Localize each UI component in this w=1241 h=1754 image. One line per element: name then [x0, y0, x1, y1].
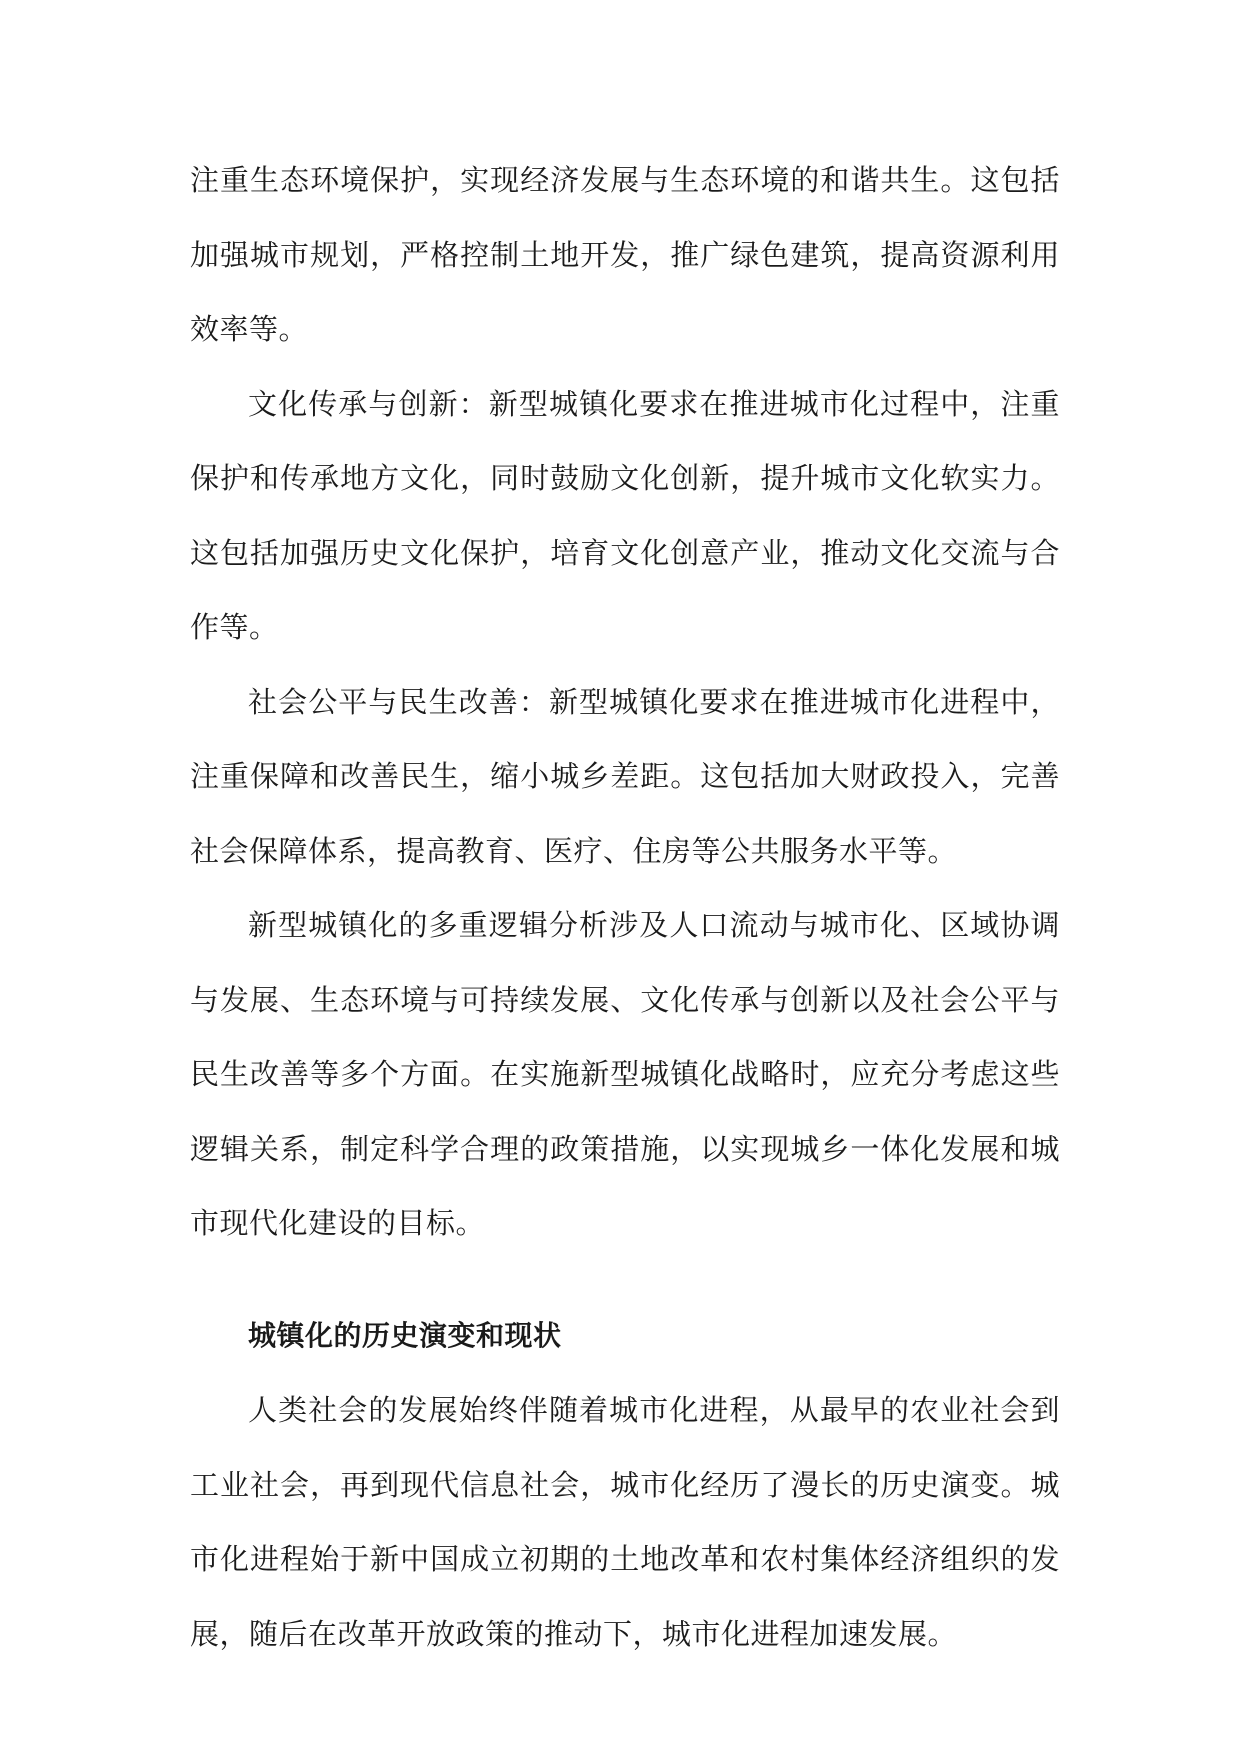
- document-body: [190, 143, 1060, 1671]
- section-heading: 城镇化的历史演变和现状: [248, 1318, 562, 1352]
- paragraph-summary: 新型城镇化的多重逻辑分析涉及人口流动与城市化、区域协调与发展、生态环境与可持续发展、文化传承与创新以及社会公平与民生改善等多个方面。在实施新型城镇化战略时，应充分考虑这些逻辑关系，制定科学合理的政策措施，以实现城乡一体化发展和城市现代化建设的目标。: [190, 908, 1060, 1240]
- paragraph-history: 人类社会的发展始终伴随着城市化进程，从最早的农业社会到工业社会，再到现代信息社会，城市化经历了漫长的历史演变。城市化进程始于新中国成立初期的土地改革和农村集体经济组织的发展，随后在改革开放政策的推动下，城市化进程加速发展。: [190, 1393, 1060, 1651]
- paragraph-social-equity: 社会公平与民生改善：新型城镇化要求在推进城市化进程中，注重保障和改善民生，缩小城乡差距。这包括加大财政投入，完善社会保障体系，提高教育、医疗、住房等公共服务水平等。: [190, 684, 1060, 868]
- section-spacer: [190, 1261, 1060, 1299]
- paragraph-ecology-continued: 注重生态环境保护，实现经济发展与生态环境的和谐共生。这包括加强城市规划，严格控制土地开发，推广绿色建筑，提高资源利用效率等。: [190, 163, 1060, 346]
- paragraph-culture: 文化传承与创新：新型城镇化要求在推进城市化过程中，注重保护和传承地方文化，同时鼓励文化创新，提升城市文化软实力。这包括加强历史文化保护，培育文化创意产业，推动文化交流与合作等。: [190, 386, 1060, 644]
